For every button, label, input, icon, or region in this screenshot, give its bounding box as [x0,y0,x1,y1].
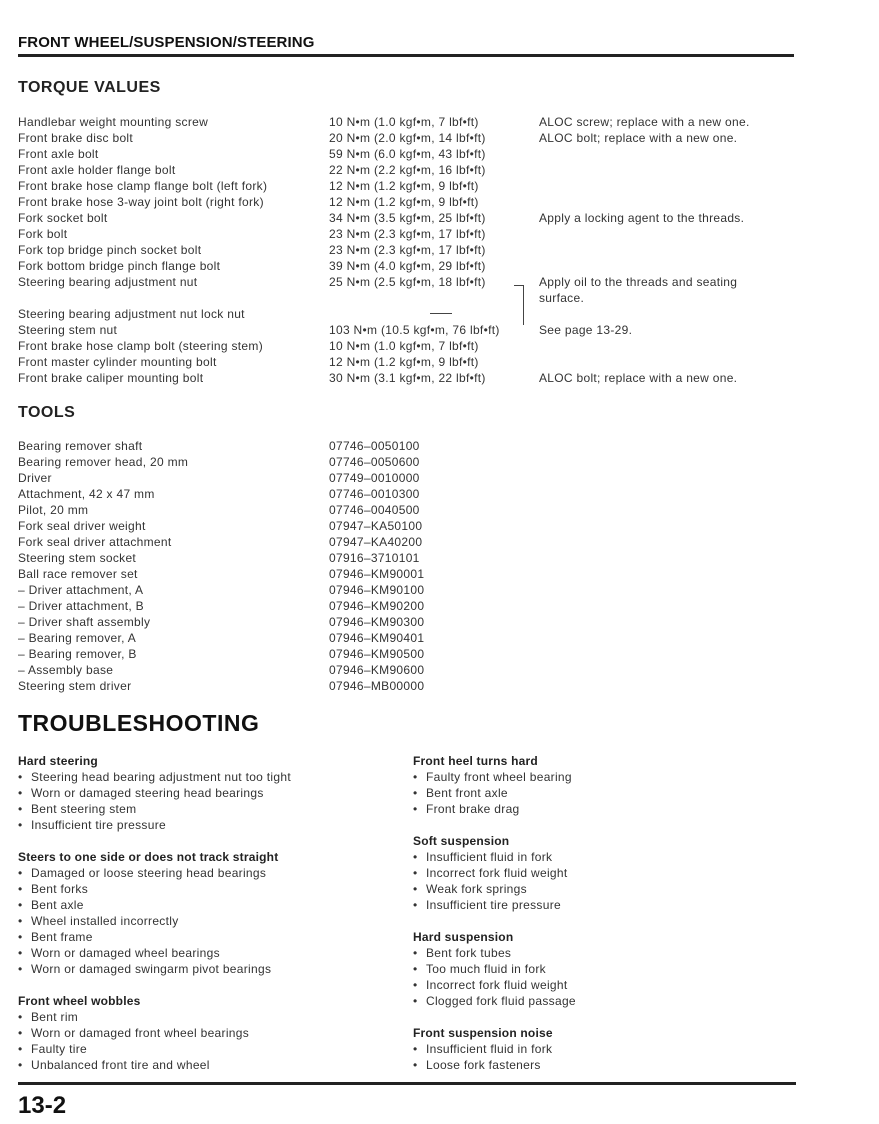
torque-item: Front axle holder flange bolt [18,163,176,177]
troubleshooting-item [413,881,576,897]
troubleshooting-item [413,993,576,1009]
troubleshooting-item-text: Insufficient tire pressure [31,818,166,832]
torque-item: Fork bolt [18,227,68,241]
footer-rule [18,1082,796,1085]
troubleshooting-heading: Steers to one side or does not track straight [18,850,279,864]
tool-name: – Bearing remover, B [18,647,137,661]
tool-code: 07946–KM90001 [329,567,425,581]
troubleshooting-heading: Front heel turns hard [413,754,538,768]
troubleshooting-item-text: Worn or damaged swingarm pivot bearings [31,962,272,976]
torque-item: Handlebar weight mounting screw [18,115,209,129]
header-rule [18,54,794,57]
tool-name: Steering stem socket [18,551,137,565]
torque-item: Front master cylinder mounting bolt [18,355,217,369]
troubleshooting-item [413,977,576,993]
troubleshooting-item-text: Front brake drag [426,802,520,816]
troubleshooting-item [413,801,576,817]
torque-item: Front brake caliper mounting bolt [18,371,204,385]
torque-note: See page 13-29. [539,323,633,337]
troubleshooting-item [18,961,291,977]
torque-item: Front brake disc bolt [18,131,134,145]
bullet-icon: • [18,930,23,944]
torque-item: Steering bearing adjustment nut lock nut [18,307,245,321]
troubleshooting-item-text: Loose fork fasteners [426,1058,541,1072]
tool-name: Ball race remover set [18,567,138,581]
torque-item: Steering stem nut [18,323,118,337]
torque-value: 103 N•m (10.5 kgf•m, 76 lbf•ft) [329,323,500,337]
tool-name: – Assembly base [18,663,114,677]
bullet-icon: • [413,994,418,1008]
bullet-icon: • [18,866,23,880]
troubleshooting-item-text: Damaged or loose steering head bearings [31,866,267,880]
torque-item: Steering bearing adjustment nut [18,275,198,289]
troubleshooting-item [18,929,291,945]
torque-values-title: TORQUE VALUES [18,79,161,96]
troubleshooting-heading: Hard steering [18,754,98,768]
troubleshooting-item-text: Bent steering stem [31,802,137,816]
troubleshooting-item [413,1041,576,1057]
troubleshooting-item [413,1057,576,1073]
troubleshooting-group [413,1025,576,1073]
torque-value: 23 N•m (2.3 kgf•m, 17 lbf•ft) [329,243,486,257]
troubleshooting-item-text: Steering head bearing adjustment nut too tight [31,770,291,784]
troubleshooting-item [413,865,576,881]
troubleshooting-item-text: Bent forks [31,882,89,896]
troubleshooting-item-text: Insufficient fluid in fork [426,1042,553,1056]
troubleshooting-right-column [413,753,576,1089]
bullet-icon: • [18,962,23,976]
tool-name: Pilot, 20 mm [18,503,89,517]
tool-code: 07946–KM90300 [329,615,425,629]
troubleshooting-item [413,961,576,977]
tool-name: Bearing remover shaft [18,439,143,453]
troubleshooting-item-text: Clogged fork fluid passage [426,994,576,1008]
troubleshooting-item [18,1057,291,1073]
torque-value: 10 N•m (1.0 kgf•m, 7 lbf•ft) [329,115,479,129]
tool-code: 07947–KA40200 [329,535,423,549]
bullet-icon: • [18,1010,23,1024]
torque-note: ALOC bolt; replace with a new one. [539,131,738,145]
troubleshooting-item-text: Faulty front wheel bearing [426,770,572,784]
bullet-icon: • [18,1058,23,1072]
troubleshooting-item-text: Insufficient tire pressure [426,898,561,912]
torque-value: 10 N•m (1.0 kgf•m, 7 lbf•ft) [329,339,479,353]
tool-code: 07946–KM90200 [329,599,425,613]
torque-value: 34 N•m (3.5 kgf•m, 25 lbf•ft) [329,211,486,225]
troubleshooting-item-text: Faulty tire [31,1042,87,1056]
troubleshooting-item-text: Worn or damaged wheel bearings [31,946,220,960]
troubleshooting-item-text: Wheel installed incorrectly [31,914,179,928]
troubleshooting-item-text: Bent front axle [426,786,508,800]
bullet-icon: • [413,946,418,960]
troubleshooting-item-text: Worn or damaged front wheel bearings [31,1026,250,1040]
bullet-icon: • [413,962,418,976]
tool-code: 07946–KM90500 [329,647,425,661]
torque-value: 30 N•m (3.1 kgf•m, 22 lbf•ft) [329,371,486,385]
tool-code: 07946–MB00000 [329,679,425,693]
torque-note: ALOC bolt; replace with a new one. [539,371,738,385]
bullet-icon: • [413,882,418,896]
torque-item: Fork socket bolt [18,211,108,225]
troubleshooting-item-text: Incorrect fork fluid weight [426,978,568,992]
troubleshooting-item [413,769,576,785]
torque-item: Front brake hose clamp flange bolt (left fork) [18,179,268,193]
torque-note: Apply oil to the threads and seating surface. [539,275,738,305]
bullet-icon: • [18,898,23,912]
tool-name: – Bearing remover, A [18,631,137,645]
bullet-icon: • [413,1058,418,1072]
troubleshooting-item [413,945,576,961]
troubleshooting-heading: Front wheel wobbles [18,994,141,1008]
troubleshooting-group [413,833,576,913]
troubleshooting-item [18,1009,291,1025]
troubleshooting-item-text: Too much fluid in fork [426,962,546,976]
bullet-icon: • [18,818,23,832]
torque-value: 39 N•m (4.0 kgf•m, 29 lbf•ft) [329,259,486,273]
torque-item: Front brake hose 3-way joint bolt (right fork) [18,195,264,209]
tool-code: 07946–KM90600 [329,663,425,677]
troubleshooting-group [18,753,291,833]
bullet-icon: • [18,786,23,800]
troubleshooting-heading: Hard suspension [413,930,514,944]
troubleshooting-item [18,801,291,817]
tool-code: 07916–3710101 [329,551,420,565]
troubleshooting-item [18,1025,291,1041]
tool-name: Fork seal driver weight [18,519,146,533]
troubleshooting-group [413,929,576,1009]
bracket-vertical [523,285,524,325]
bullet-icon: • [413,770,418,784]
bullet-icon: • [413,1042,418,1056]
tool-name: – Driver attachment, B [18,599,144,613]
troubleshooting-item [18,785,291,801]
tool-code: 07746–0050100 [329,439,420,453]
torque-value: 12 N•m (1.2 kgf•m, 9 lbf•ft) [329,195,479,209]
tool-name: – Driver shaft assembly [18,615,151,629]
troubleshooting-item-text: Bent axle [31,898,84,912]
tool-name: Bearing remover head, 20 mm [18,455,189,469]
tool-code: 07746–0040500 [329,503,420,517]
bullet-icon: • [18,770,23,784]
troubleshooting-item [18,945,291,961]
torque-item: Front brake hose clamp bolt (steering stem) [18,339,263,353]
page-header: FRONT WHEEL/SUSPENSION/STEERING [18,34,315,51]
bullet-icon: • [413,786,418,800]
troubleshooting-item [18,881,291,897]
troubleshooting-item [18,1041,291,1057]
tool-name: Driver [18,471,52,485]
page-number: 13-2 [18,1092,67,1119]
torque-item: Fork bottom bridge pinch flange bolt [18,259,221,273]
torque-item: Fork top bridge pinch socket bolt [18,243,202,257]
tool-name: Steering stem driver [18,679,132,693]
bracket-dash [430,313,452,314]
troubleshooting-item-text: Unbalanced front tire and wheel [31,1058,210,1072]
bullet-icon: • [413,850,418,864]
troubleshooting-heading: Front suspension noise [413,1026,553,1040]
torque-value: 59 N•m (6.0 kgf•m, 43 lbf•ft) [329,147,486,161]
troubleshooting-item [18,769,291,785]
bullet-icon: • [18,914,23,928]
troubleshooting-group [413,753,576,817]
troubleshooting-item [413,785,576,801]
bullet-icon: • [413,802,418,816]
bullet-icon: • [413,866,418,880]
troubleshooting-item [18,865,291,881]
troubleshooting-group [18,849,291,977]
torque-value: 12 N•m (1.2 kgf•m, 9 lbf•ft) [329,355,479,369]
torque-value: 20 N•m (2.0 kgf•m, 14 lbf•ft) [329,131,486,145]
troubleshooting-heading: Soft suspension [413,834,510,848]
tool-name: Attachment, 42 x 47 mm [18,487,155,501]
troubleshooting-item [18,897,291,913]
troubleshooting-item-text: Worn or damaged steering head bearings [31,786,264,800]
troubleshooting-title: TROUBLESHOOTING [18,710,260,736]
tool-code: 07746–0050600 [329,455,420,469]
bullet-icon: • [18,882,23,896]
torque-value: 23 N•m (2.3 kgf•m, 17 lbf•ft) [329,227,486,241]
troubleshooting-left-column [18,753,291,1089]
troubleshooting-item-text: Bent frame [31,930,93,944]
tool-code: 07746–0010300 [329,487,420,501]
troubleshooting-item-text: Insufficient fluid in fork [426,850,553,864]
tools-title: TOOLS [18,404,76,421]
troubleshooting-item-text: Incorrect fork fluid weight [426,866,568,880]
bullet-icon: • [18,1026,23,1040]
bullet-icon: • [18,1042,23,1056]
troubleshooting-item [18,817,291,833]
troubleshooting-item [413,897,576,913]
torque-item: Front axle bolt [18,147,99,161]
bullet-icon: • [18,802,23,816]
tool-code: 07946–KM90100 [329,583,425,597]
troubleshooting-item-text: Weak fork springs [426,882,527,896]
troubleshooting-item [413,849,576,865]
tool-code: 07946–KM90401 [329,631,425,645]
troubleshooting-item-text: Bent rim [31,1010,79,1024]
troubleshooting-item-text: Bent fork tubes [426,946,512,960]
torque-value: 22 N•m (2.2 kgf•m, 16 lbf•ft) [329,163,486,177]
troubleshooting-item [18,913,291,929]
tool-code: 07749–0010000 [329,471,420,485]
tool-name: – Driver attachment, A [18,583,144,597]
bullet-icon: • [18,946,23,960]
torque-value: 12 N•m (1.2 kgf•m, 9 lbf•ft) [329,179,479,193]
torque-note: ALOC screw; replace with a new one. [539,115,750,129]
torque-value: 25 N•m (2.5 kgf•m, 18 lbf•ft) [329,275,486,289]
tool-code: 07947–KA50100 [329,519,423,533]
bullet-icon: • [413,898,418,912]
torque-note: Apply a locking agent to the threads. [539,211,745,225]
bullet-icon: • [413,978,418,992]
troubleshooting-group [18,993,291,1073]
tool-name: Fork seal driver attachment [18,535,172,549]
